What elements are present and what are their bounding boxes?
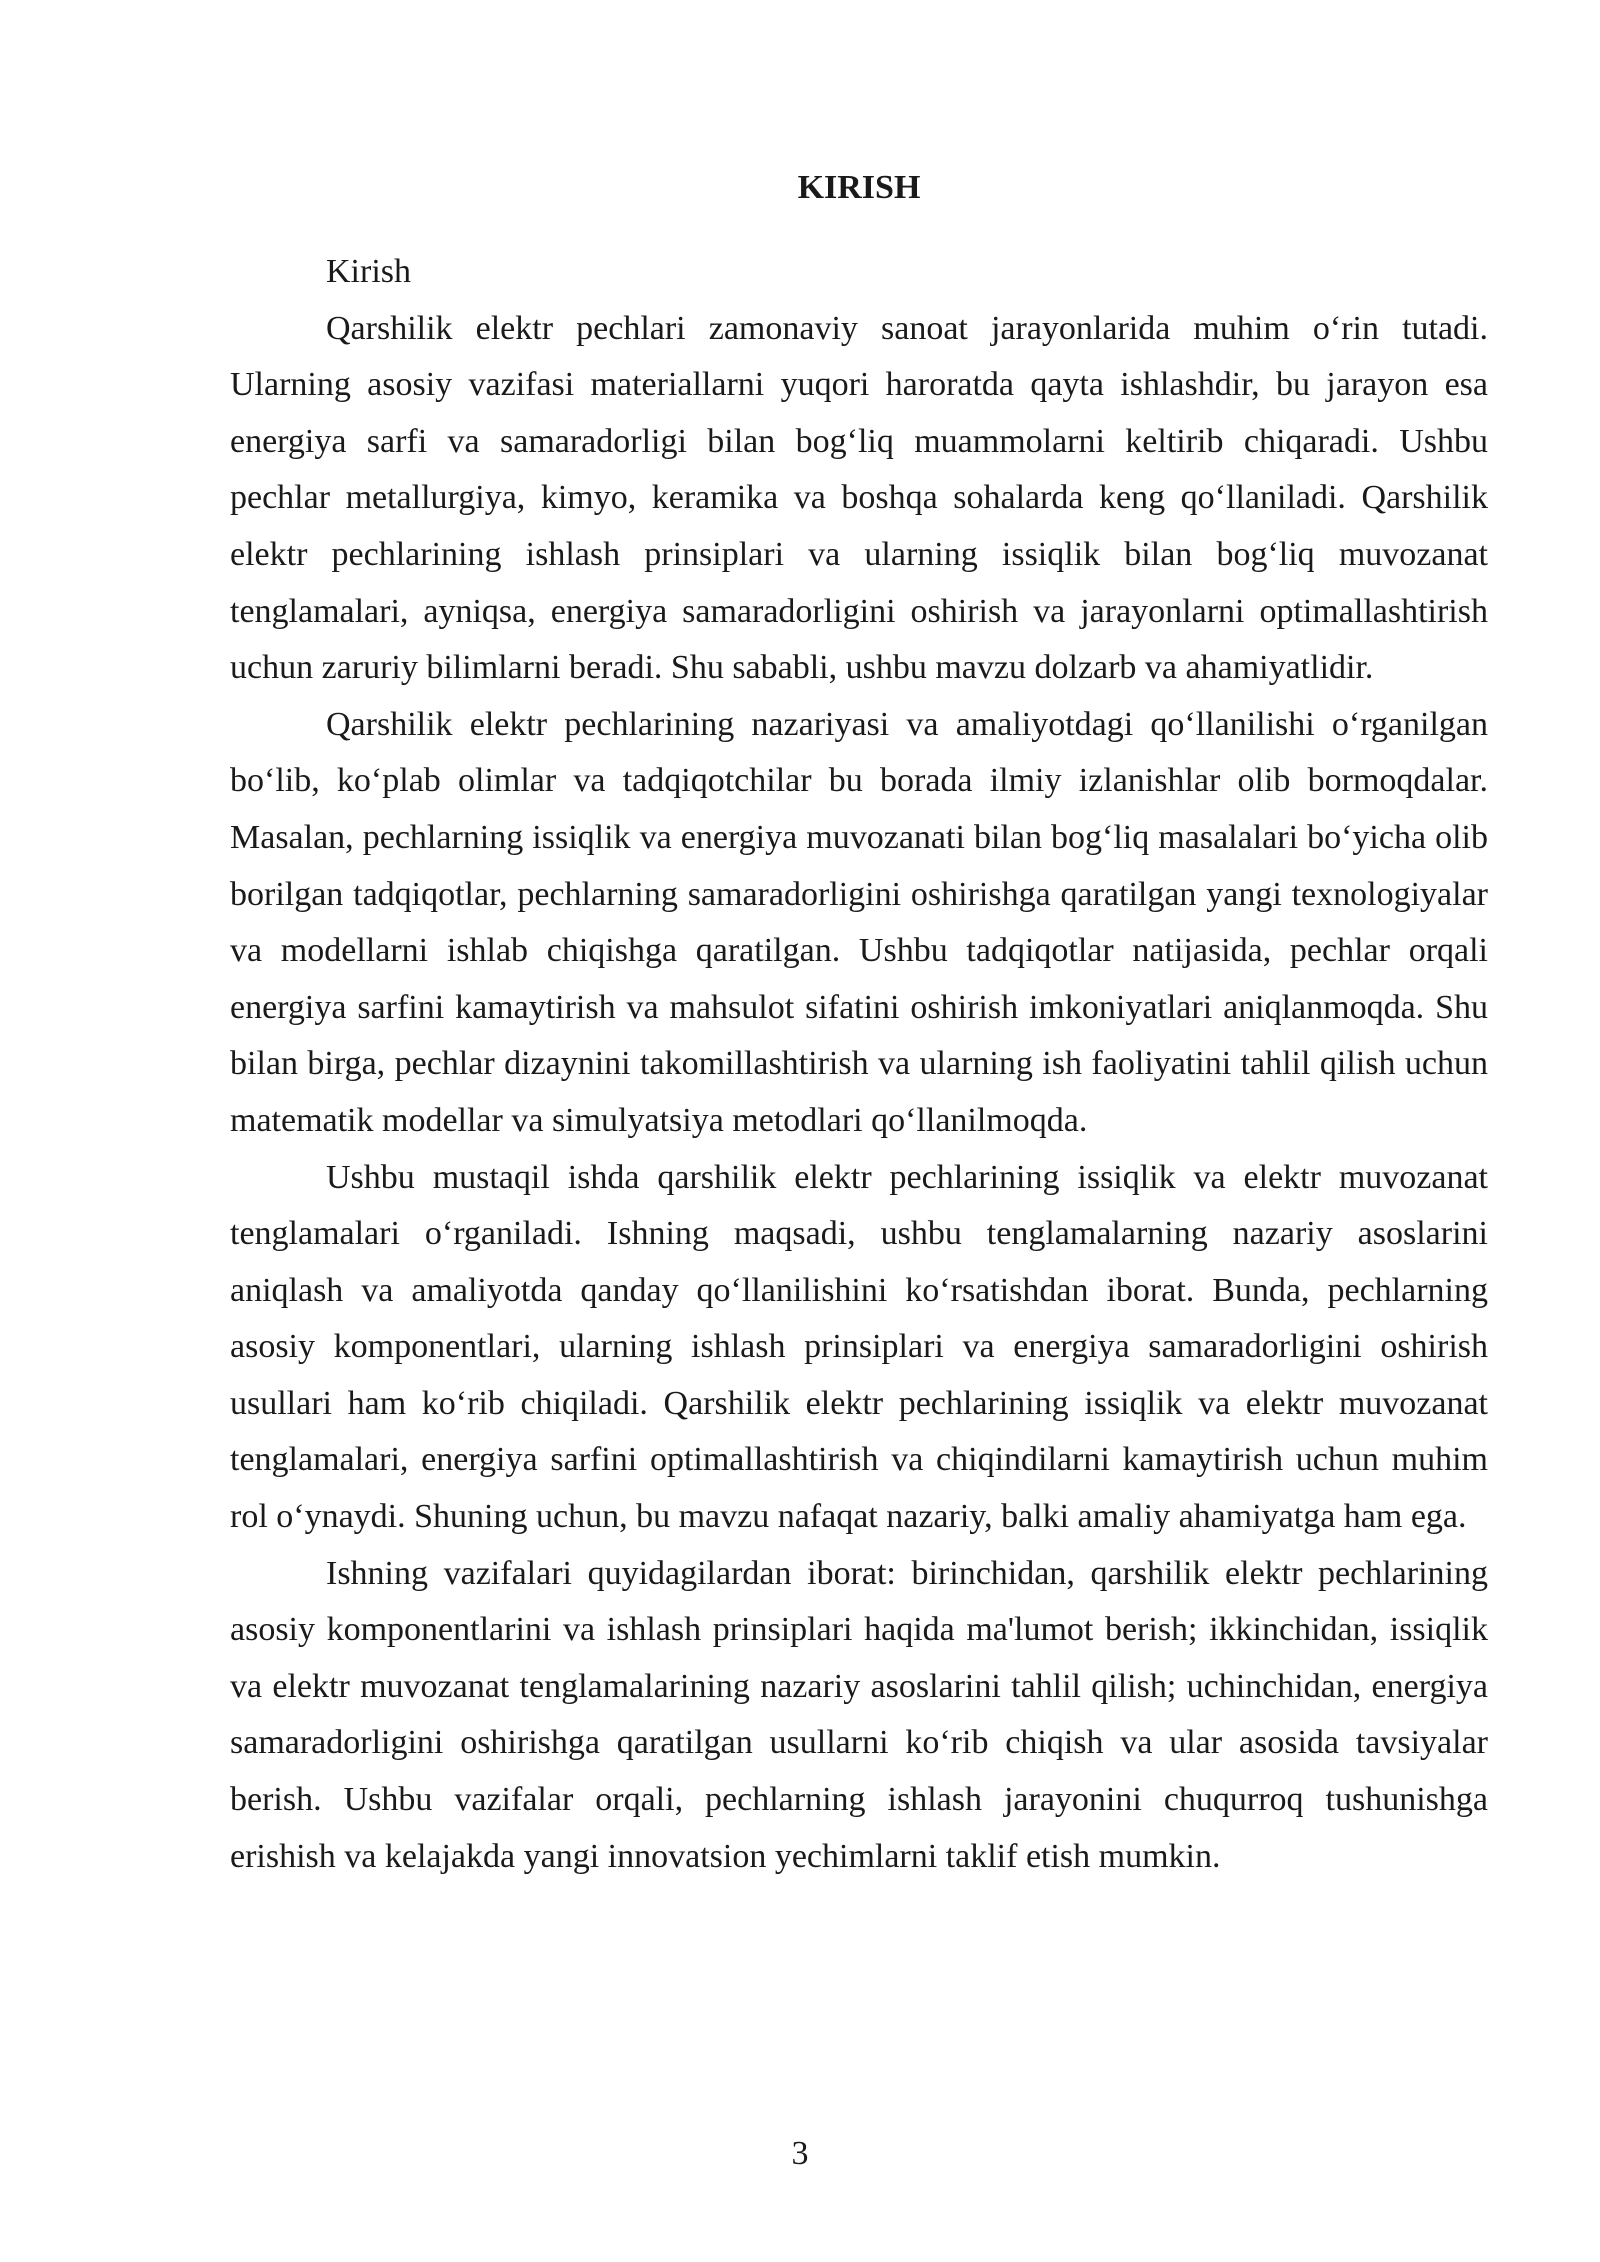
paragraph-4: Ishning vazifalari quyidagilardan iborat: birinchidan, qarshilik elektr pechlarining asosiy komponentlarini va ishlash prinsiplari haqida ma'lumot berish; ikkinchidan, issiqlik va elektr muvozanat tenglamalarining nazariy asoslarini tahlil qilish; uchinchidan, energiya samaradorligini oshirishga qaratilgan usullarni ko‘rib chiqish va ular asosida tavsiyalar berish. Ushbu vazifalar orqali, pechlarning ishlash jarayonini chuqurroq tushunishga erishish va kelajakda yangi innovatsion yechimlarni taklif etish mumkin. bbox=[230, 1554, 1488, 1875]
paragraph-2: Qarshilik elektr pechlarining nazariyasi va amaliyotdagi qo‘llanilishi o‘rganilgan bo‘lib, ko‘plab olimlar va tadqiqotchilar bu borada ilmiy izlanishlar olib bormoqdalar. Masalan, pechlarning issiqlik va energiya muvozanati bilan bog‘liq masalalari bo‘yicha olib borilgan tadqiqotlar, pechlarning samaradorligini oshirishga qaratilgan yangi texnologiyalar va modellarni ishlab chiqishga qaratilgan. Ushbu tadqiqotlar natijasida, pechlar orqali energiya sarfini kamaytirish va mahsulot sifatini oshirish imkoniyatlari aniqlanmoqda. Shu bilan birga, pechlar dizaynini takomillashtirish va ularning ish faoliyatini tahlil qilish uchun matematik modellar va simulyatsiya metodlari qo‘llanilmoqda. bbox=[230, 705, 1488, 1139]
paragraph-3: Ushbu mustaqil ishda qarshilik elektr pechlarining issiqlik va elektr muvozanat tenglamalari o‘rganiladi. Ishning maqsadi, ushbu tenglamalarning nazariy asoslarini aniqlash va amaliyotda qanday qo‘llanilishini ko‘rsatishdan iborat. Bunda, pechlarning asosiy komponentlari, ularning ishlash prinsiplari va energiya samaradorligini oshirish usullari ham ko‘rib chiqiladi. Qarshilik elektr pechlarining issiqlik va elektr muvozanat tenglamalari, energiya sarfini optimallashtirish va chiqindilarni kamaytirish uchun muhim rol o‘ynaydi. Shuning uchun, bu mavzu nafaqat nazariy, balki amaliy ahamiyatga ham ega. bbox=[230, 1158, 1488, 1536]
document-page bbox=[230, 160, 1488, 1885]
paragraph-1: Qarshilik elektr pechlari zamonaviy sanoat jarayonlarida muhim o‘rin tutadi. Ularning asosiy vazifasi materiallarni yuqori haroratda qayta ishlashdir, bu jarayon esa energiya sarfi va samaradorligi bilan bog‘liq muammolarni keltirib chiqaradi. Ushbu pechlar metallurgiya, kimyo, keramika va boshqa sohalarda keng qo‘llaniladi. Qarshilik elektr pechlarining ishlash prinsiplari va ularning issiqlik bilan bog‘liq muvozanat tenglamalari, ayniqsa, energiya samaradorligini oshirish va jarayonlarni optimallashtirish uchun zaruriy bilimlarni beradi. Shu sababli, ushbu mavzu dolzarb va ahamiyatlidir. bbox=[230, 309, 1488, 687]
document-title: KIRISH bbox=[797, 169, 921, 206]
document-subheading: Kirish bbox=[326, 253, 411, 290]
page-number: 3 bbox=[791, 2135, 809, 2172]
